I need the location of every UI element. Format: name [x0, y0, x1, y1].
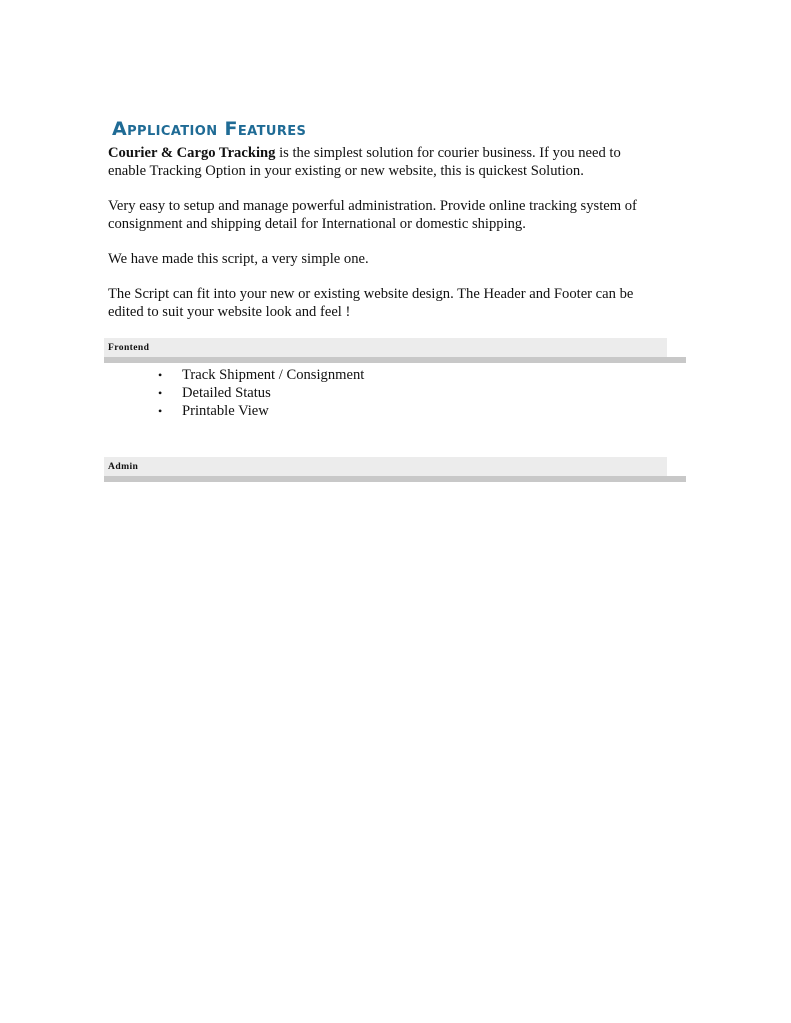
product-name: Courier & Cargo Tracking — [108, 145, 276, 161]
section-divider — [104, 357, 686, 363]
intro-text-line-1: is the simplest solution for courier business. If you need to — [275, 145, 621, 161]
section-header-frontend — [108, 338, 686, 366]
section-label-background — [104, 338, 667, 357]
page-content — [108, 118, 688, 485]
design-text-line-2: edited to suit your website look and feel ! — [108, 304, 351, 320]
list-item-label: Printable View — [182, 403, 269, 419]
page-title: Application Features — [112, 118, 307, 140]
frontend-feature-list — [108, 366, 688, 420]
list-item-label: Detailed Status — [182, 385, 271, 401]
section-divider — [104, 476, 686, 482]
intro-paragraph — [108, 144, 668, 180]
list-item — [108, 384, 688, 402]
bullet-icon: • — [158, 404, 163, 418]
setup-text-line-2: consignment and shipping detail for International or domestic shipping. — [108, 216, 526, 232]
list-item-label: Track Shipment / Consignment — [182, 367, 365, 383]
setup-paragraph — [108, 197, 668, 233]
list-item — [108, 402, 688, 420]
bullet-icon: • — [158, 386, 163, 400]
setup-text-line-1: Very easy to setup and manage powerful administration. Provide online tracking system of — [108, 198, 637, 214]
simple-script-paragraph — [108, 250, 668, 268]
bullet-icon: • — [158, 368, 163, 382]
section-label-admin: Admin — [108, 461, 139, 472]
section-label-background — [104, 457, 667, 476]
design-text-line-1: The Script can fit into your new or existing website design. The Header and Footer can be — [108, 286, 634, 302]
list-item — [108, 366, 688, 384]
intro-text-line-2: enable Tracking Option in your existing or new website, this is quickest Solution. — [108, 163, 584, 179]
design-paragraph — [108, 285, 668, 321]
section-header-admin — [108, 457, 686, 485]
section-label-frontend: Frontend — [108, 342, 150, 353]
simple-script-text: We have made this script, a very simple one. — [108, 251, 369, 267]
